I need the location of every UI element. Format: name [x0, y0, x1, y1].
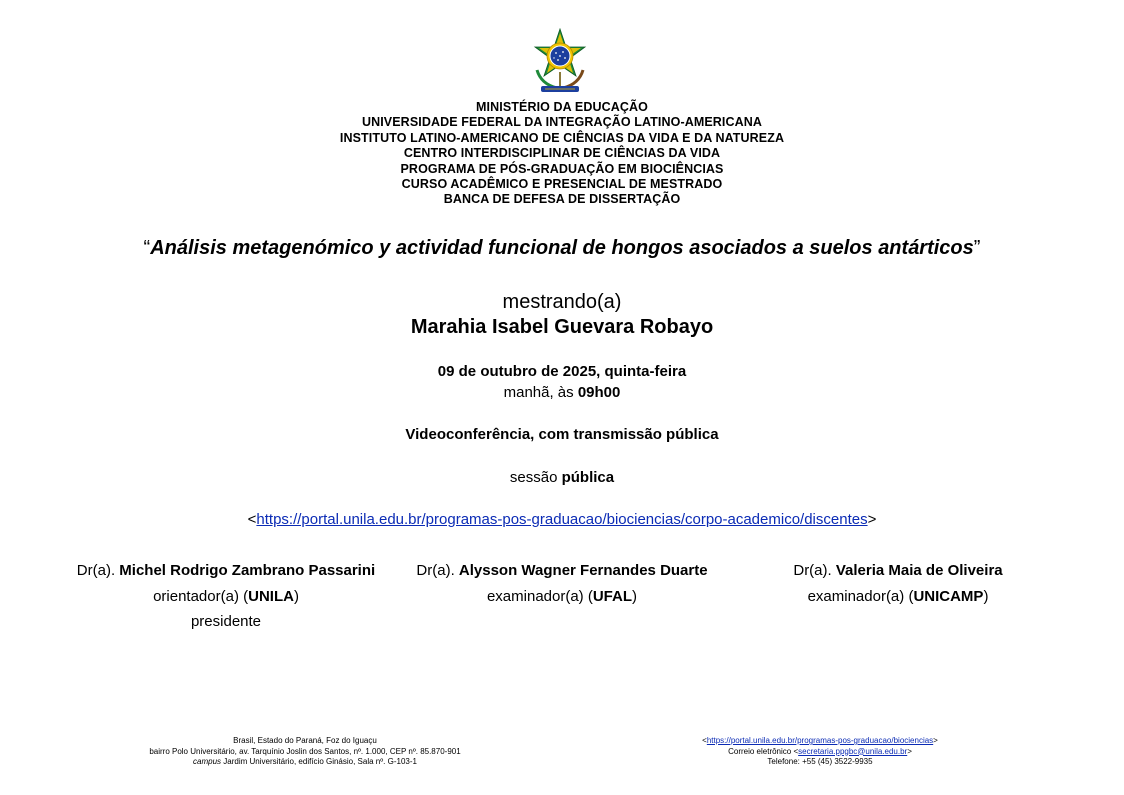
time-prefix: manhã, às	[503, 384, 578, 401]
footer-address-line-1: Brasil, Estado do Paraná, Foz do Iguaçu	[233, 736, 377, 745]
defense-date: 09 de outubro de 2025, quinta-feira	[437, 363, 687, 380]
committee-member-3	[718, 558, 1078, 609]
member-title: Dr(a).	[76, 562, 120, 579]
footer-email-prefix: Correio eletrônico <	[728, 746, 799, 756]
footer-phone: Telefone: +55 (45) 3522-9935	[767, 757, 873, 766]
candidate-role: mestrando(a)	[502, 291, 622, 313]
footer-address-line-2: bairro Polo Universitário, av. Tarquínio Joslin dos Santos, nº. 1.000, CEP nº. 85.870-901	[149, 746, 461, 756]
institution-header	[0, 100, 1124, 208]
footer-campus-rest: Jardim Universitário, edifício Ginásio, Sala nº. G-103-1	[221, 757, 417, 766]
committee-member-1	[46, 558, 406, 635]
header-line-center: CENTRO INTERDISCIPLINAR DE CIÊNCIAS DA VIDA	[403, 146, 721, 161]
footer-url-close: >	[933, 736, 938, 745]
title-open-quote: “	[143, 237, 151, 259]
footer-campus-word: campus	[193, 757, 222, 766]
footer-address-line-3	[100, 757, 510, 768]
session-prefix: sessão	[509, 469, 562, 486]
footer-address	[100, 736, 510, 768]
member-role-prefix: examinador(a) (	[486, 587, 593, 605]
time-value: 09h00	[577, 384, 621, 401]
footer-email-suffix: >	[907, 746, 912, 756]
member-institution: UFAL	[592, 587, 633, 605]
program-link	[0, 511, 1124, 528]
footer-program-link[interactable]: https://portal.unila.edu.br/programas-pos-graduacao/biociencias	[706, 736, 934, 745]
member-role-prefix: examinador(a) (	[807, 587, 914, 605]
header-line-university: UNIVERSIDADE FEDERAL DA INTEGRAÇÃO LATINO-AMERICANA	[361, 115, 762, 130]
title-close-quote: ”	[973, 237, 981, 259]
footer-contact	[620, 736, 1020, 768]
member-role-suffix: )	[632, 587, 638, 605]
title-text: Análisis metagenómico y actividad funcional de hongos asociados a suelos antárticos	[150, 237, 974, 259]
defense-time	[0, 384, 1124, 401]
member-role-prefix: orientador(a) (	[153, 587, 249, 605]
footer-url-open: <	[702, 736, 707, 745]
header-line-ministry: MINISTÉRIO DA EDUCAÇÃO	[476, 100, 648, 114]
committee-member-2	[382, 558, 742, 609]
defense-mode: Videoconferência, com transmissão pública	[405, 426, 719, 443]
link-close-bracket: >	[867, 511, 877, 528]
dissertation-title	[0, 237, 1124, 260]
candidate-name: Marahia Isabel Guevara Robayo	[410, 316, 714, 338]
member-name: Valeria Maia de Oliveira	[835, 562, 1003, 579]
footer-email-link[interactable]: secretaria.ppgbc@unila.edu.br	[798, 746, 908, 756]
member-role-suffix: )	[983, 587, 989, 605]
header-line-course: CURSO ACADÊMICO E PRESENCIAL DE MESTRADO	[401, 177, 723, 192]
member-institution: UNILA	[248, 587, 294, 605]
member-extra-role: presidente	[190, 613, 262, 630]
header-line-program: PROGRAMA DE PÓS-GRADUAÇÃO EM BIOCIÊNCIAS	[400, 161, 724, 176]
member-role-suffix: )	[293, 587, 299, 605]
link-open-bracket: <	[247, 511, 257, 528]
header-line-committee: BANCA DE DEFESA DE DISSERTAÇÃO	[443, 192, 681, 207]
member-institution: UNICAMP	[913, 587, 984, 605]
session-type	[0, 469, 1124, 486]
students-page-link[interactable]: https://portal.unila.edu.br/programas-pos-graduacao/biociencias/corpo-academico/discentes	[256, 511, 868, 528]
header-line-institute: INSTITUTO LATINO-AMERICANO DE CIÊNCIAS DA VIDA E DA NATUREZA	[339, 130, 785, 145]
member-name: Michel Rodrigo Zambrano Passarini	[119, 562, 376, 579]
member-title: Dr(a).	[793, 562, 836, 579]
brazil-coat-of-arms-icon	[527, 28, 593, 94]
session-type-value: pública	[561, 469, 615, 486]
member-name: Alysson Wagner Fernandes Duarte	[458, 562, 708, 579]
member-title: Dr(a).	[416, 562, 459, 579]
